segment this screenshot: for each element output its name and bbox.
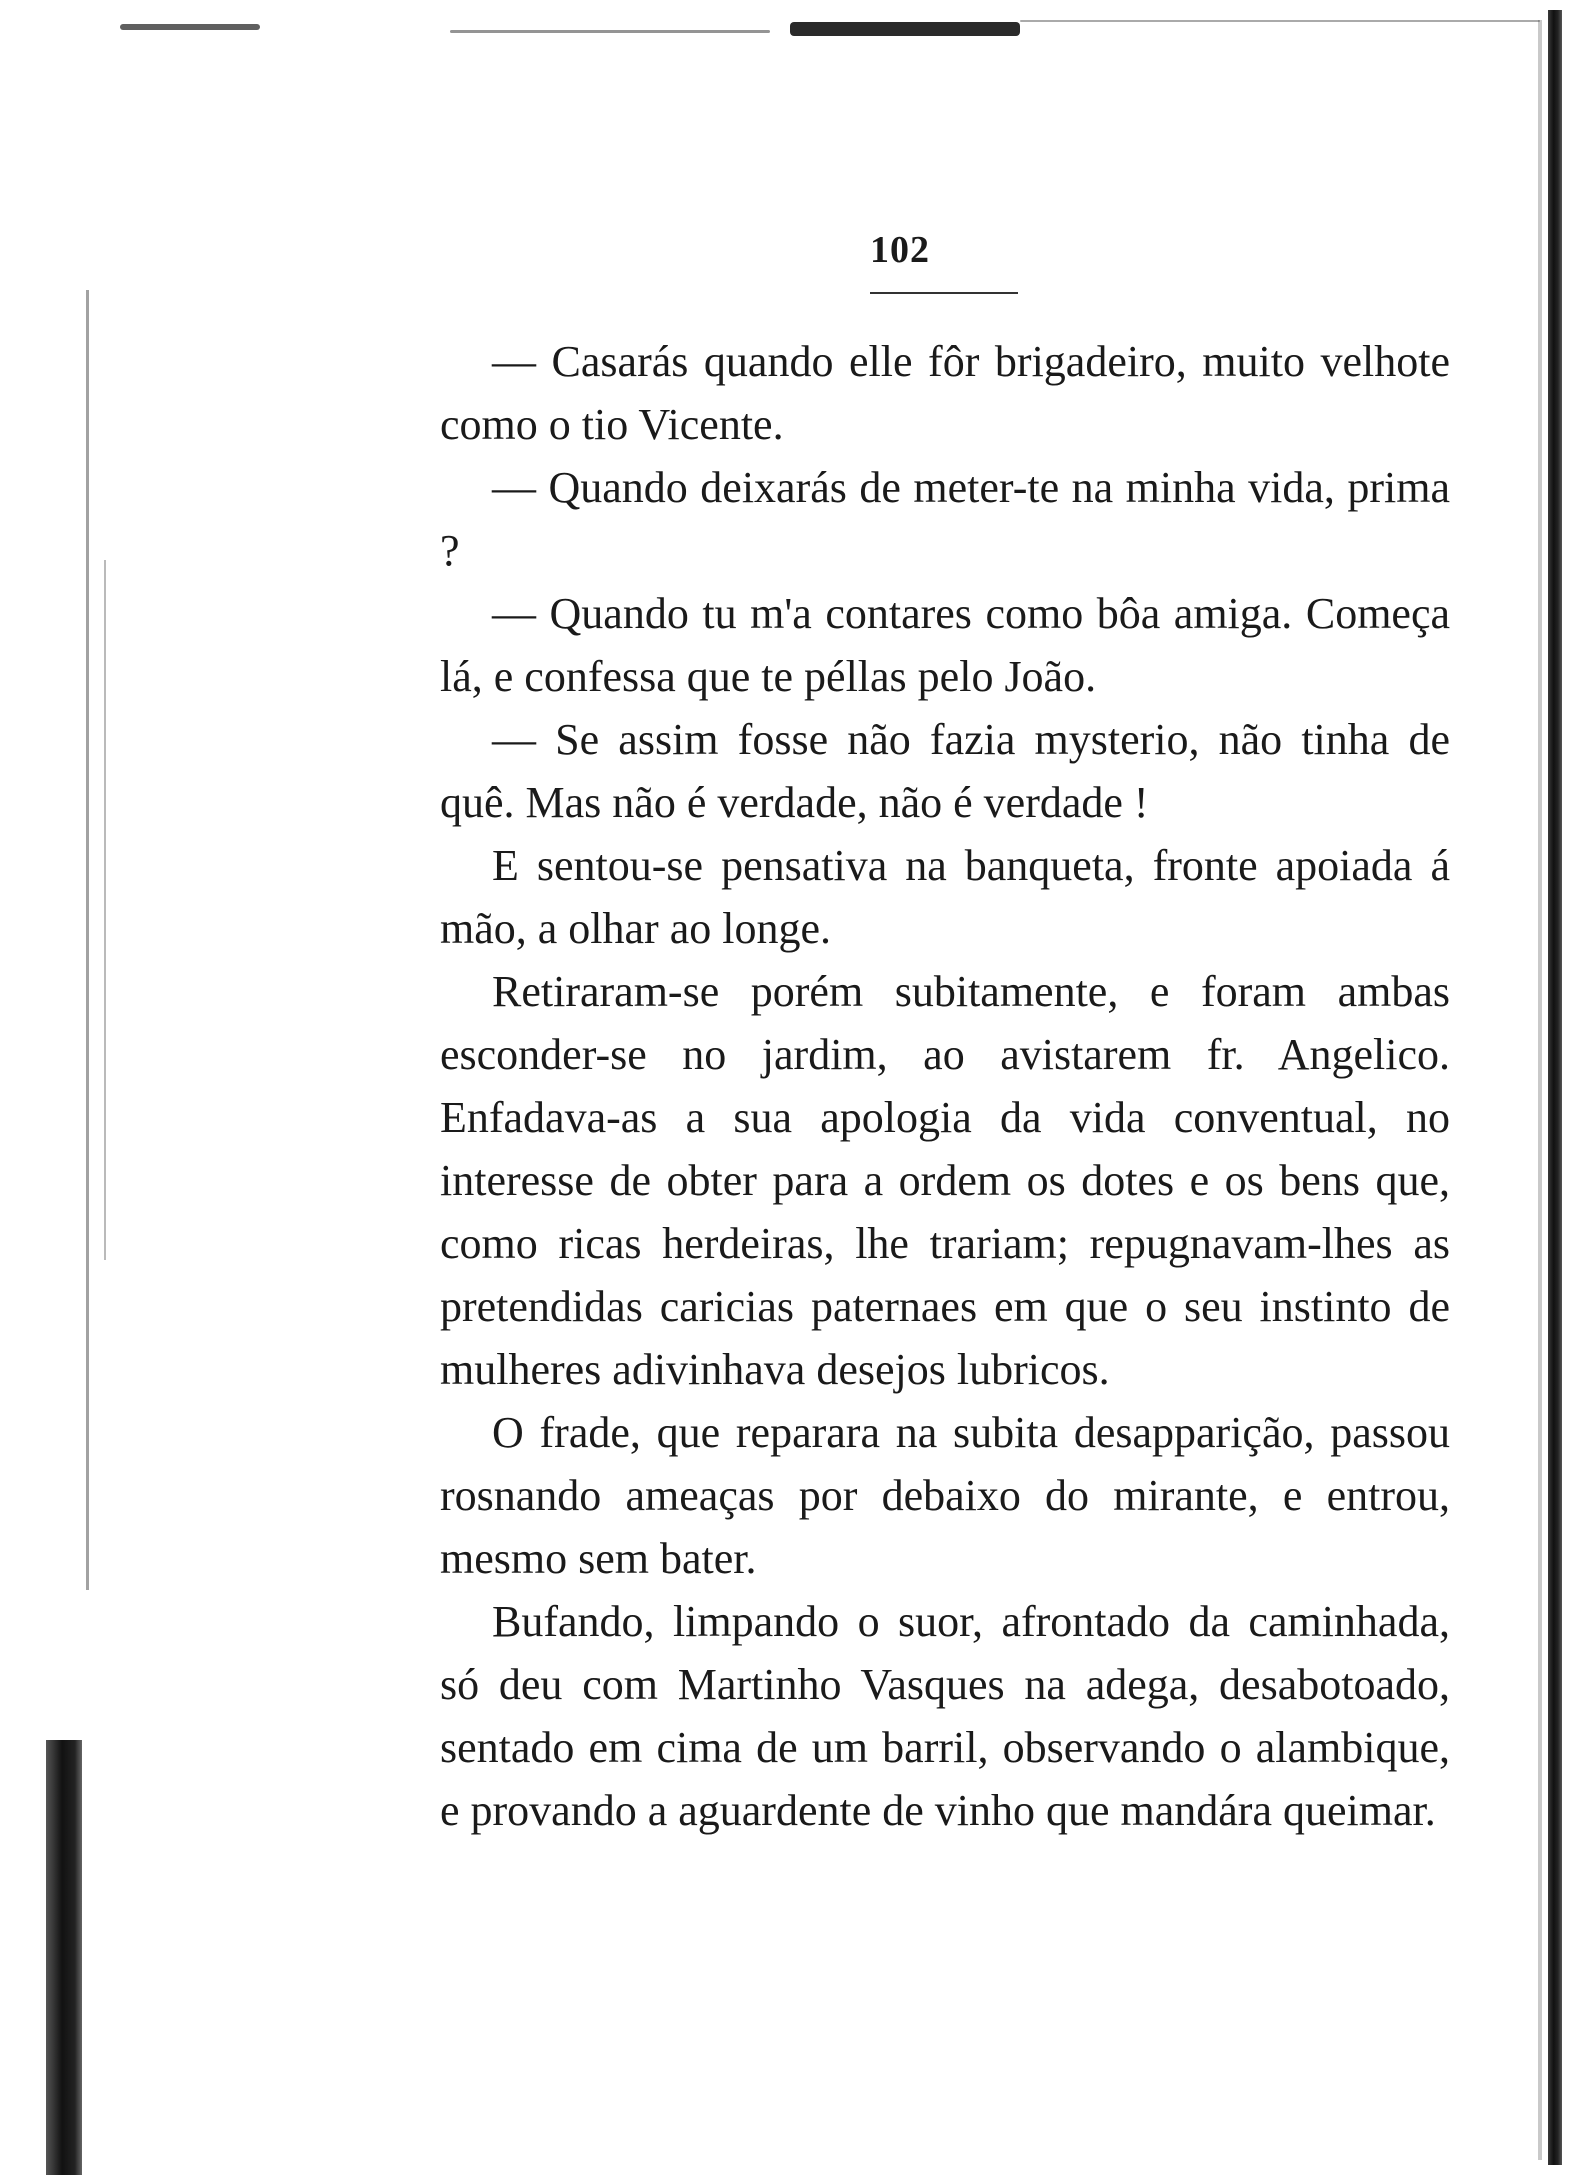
scan-edge-right (1548, 10, 1562, 2165)
paragraph: E sentou-se pensativa na banqueta, fronte apoiada á mão, a olhar ao longe. (440, 841, 1450, 953)
paragraph: — Quando tu m'a contares como bôa amiga. Começa lá, e confessa que te péllas pelo João. (440, 589, 1450, 701)
scan-edge-left-line (86, 290, 89, 1590)
paragraph: — Casarás quando elle fôr brigadeiro, muito velhote como o tio Vicente. (440, 337, 1450, 449)
paragraph: — Quando deixarás de meter-te na minha vida, prima ? (440, 463, 1450, 575)
page-number: 102 (870, 229, 930, 271)
scan-edge-right-shadow (1538, 20, 1542, 2160)
scan-mark-top (790, 22, 1020, 36)
scan-mark-top (120, 24, 260, 30)
body-text (440, 330, 1450, 1842)
paragraph: — Se assim fosse não fazia mysterio, não tinha de quê. Mas não é verdade, não é verdade ! (440, 715, 1450, 827)
scan-edge-left-line-faint (104, 560, 106, 1260)
paragraph: Bufando, limpando o suor, afrontado da caminhada, só deu com Martinho Vasques na adega, desabotoado, sentado em cima de um barril, observando o alambique, e provando a aguardente de vinho que mandára queimar. (440, 1597, 1450, 1835)
header-rule (870, 292, 1018, 294)
scan-edge-left (46, 1740, 82, 2175)
paragraph: Retiraram-se porém subitamente, e foram ambas esconder-se no jardim, ao avistarem fr. Angelico. Enfadava-as a sua apologia da vida conventual, no interesse de obter para a ordem os dotes e os bens que, como ricas herdeiras, lhe trariam; repugnavam-lhes as pretendidas caricias paternaes em que o seu instinto de mulheres adivinhava desejos lubricos. (440, 967, 1450, 1394)
paragraph: O frade, que reparara na subita desapparição, passou rosnando ameaças por debaixo do mirante, e entrou, mesmo sem bater. (440, 1408, 1450, 1583)
scan-mark-top (1020, 20, 1540, 22)
scan-mark-top (450, 30, 770, 33)
